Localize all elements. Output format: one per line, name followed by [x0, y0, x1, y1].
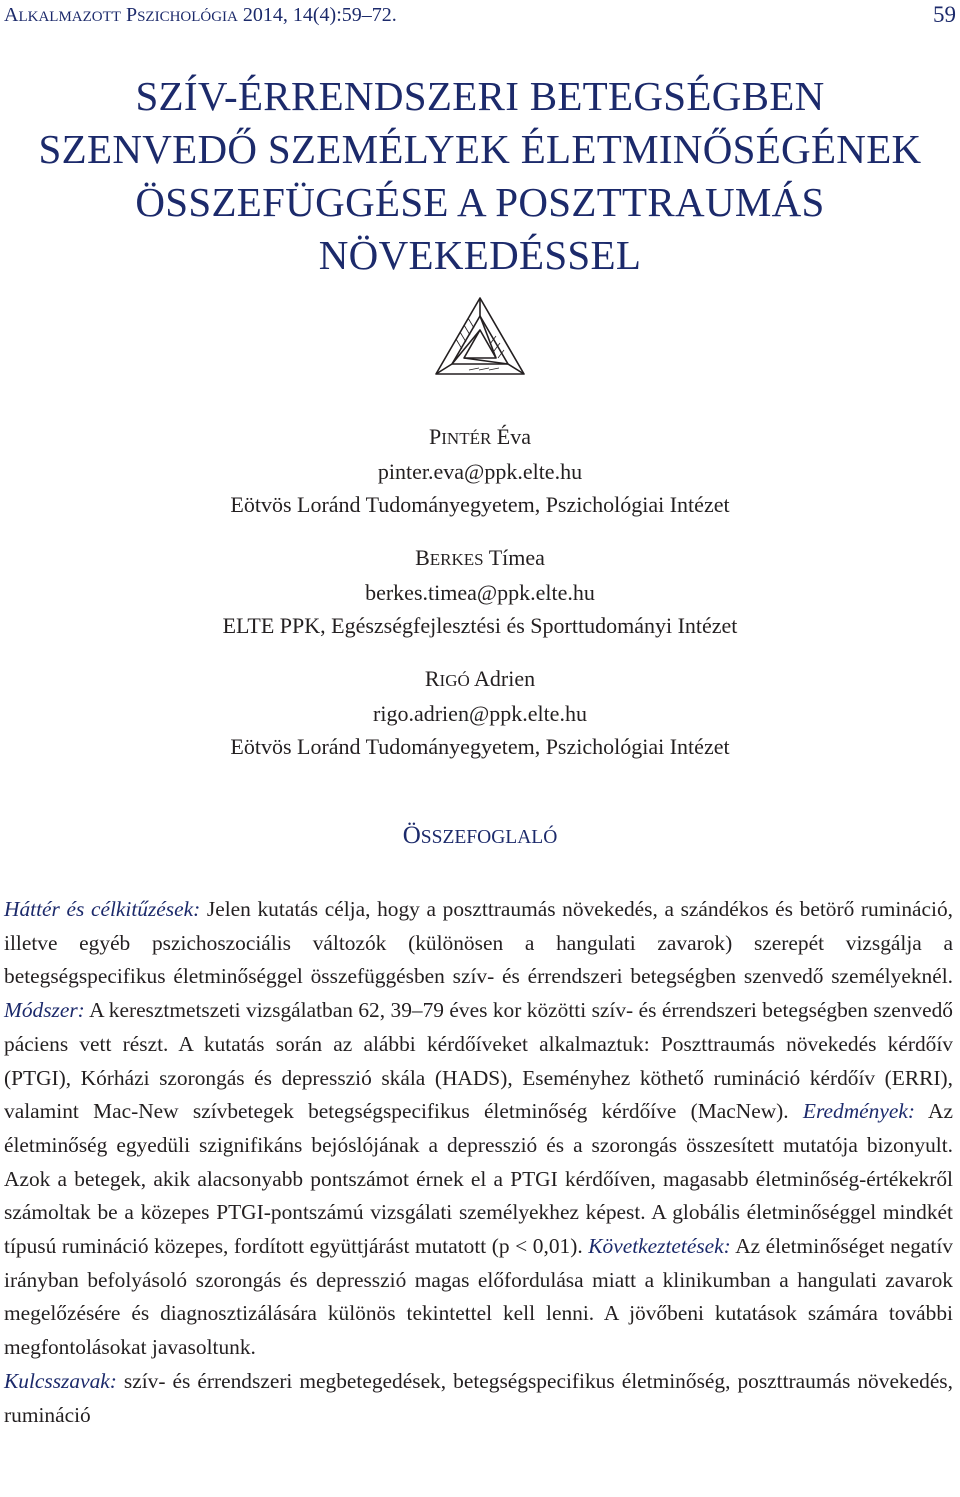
abstract-heading-initial: Ö: [402, 822, 421, 849]
title-line: ÖSSZEFÜGGÉSE A POSZTTRAUMÁS: [135, 179, 825, 225]
page-number: 59: [933, 2, 956, 27]
method-label: Módszer:: [4, 998, 85, 1023]
author-affiliation: Eötvös Loránd Tudományegyetem, Pszichológiai Intézet: [230, 492, 730, 517]
title-line: SZÍV-ÉRRENDSZERI BETEGSÉGBEN: [135, 73, 825, 119]
abstract-heading-rest: SSZEFOGLALÓ: [420, 827, 558, 848]
journal-initial-p: P: [125, 4, 138, 26]
journal-citation: [4, 4, 397, 27]
background-label: Háttér és célkitűzések:: [4, 897, 201, 921]
author-list: [0, 420, 960, 763]
author-surname-rest: INTÉR: [441, 429, 492, 448]
journal-word-2: SZICHOLÓGIA: [137, 9, 238, 25]
logo-graphic: [434, 296, 526, 378]
author-given-name: Adrien: [474, 666, 536, 691]
abstract-paragraph: [4, 893, 953, 1365]
journal-issue: 2014, 14(4):59–72.: [242, 4, 397, 26]
article-title: [0, 70, 960, 282]
background-text: Jelen kutatás célja, hogy a poszttraumás növekedés, a szándékos és betörő rumináció, illetve egyéb pszichoszociális változók (különösen a hangulati zavarok) szerepét vizsgálja a betegségspecifikus életminőséggel összefüggésben szív- és érrendszeri betegségben szenvedő személyeknél.: [4, 897, 953, 989]
method-text: A keresztmetszeti vizsgálatban 62, 39–79 éves kor közötti szív- és érrendszeri betegségben szenvedő páciens vett részt. A kutatás során az alábbi kérdőíveket alkalmaztuk: Poszttraumás növekedés kérdőív (PTGI), Kórházi szorongás és depresszió skála (HADS), Eseményhez köthető rumináció kérdőív (ERRI), valamint Mac-New szívbetegek betegségspecifikus életminőség kérdőíve (MacNew).: [4, 998, 953, 1124]
author-name: [0, 662, 960, 697]
results-text: Az életminőség egyedüli szignifikáns bejóslójának a depresszió és a szorongás összesített mutatója bizonyult. Azok a betegek, akik alacsonyabb pontszámot érnek el a PTGI kérdőíven, magasabb életminőség-értékekről számoltak be a közepes PTGI-pontszámú vizsgálati személyekhez képest. A globális életminőséggel mindkét típusú rumináció közepes, fordított együttjárást mutatott (p < 0,01).: [4, 1099, 953, 1259]
journal-initial-a: A: [4, 4, 19, 26]
abstract-heading: [0, 822, 960, 850]
impossible-triangle-logo-icon: [434, 296, 526, 378]
journal-word-1: LKALMAZOTT: [18, 9, 121, 25]
keywords-label: Kulcsszavak:: [4, 1368, 117, 1393]
author-surname-rest: IGÓ: [439, 671, 470, 690]
results-label: Eredmények:: [802, 1099, 915, 1124]
conclusions-label: Következtetések:: [588, 1234, 731, 1259]
author-block: [0, 420, 960, 521]
keywords-text: szív- és érrendszeri megbetegedések, betegségspecifikus életminőség, poszttraumás növekedés, rumináció: [4, 1368, 953, 1427]
author-name: [0, 541, 960, 576]
author-given-name: Éva: [496, 424, 531, 449]
running-header: [4, 2, 956, 30]
author-name: [0, 420, 960, 455]
author-block: [0, 662, 960, 763]
title-line: SZENVEDŐ SZEMÉLYEK ÉLETMINŐSÉGÉNEK: [38, 126, 922, 172]
author-surname-initial: B: [415, 545, 430, 570]
author-affiliation: ELTE PPK, Egészségfejlesztési és Sporttudományi Intézet: [222, 613, 738, 638]
author-email[interactable]: pinter.eva@ppk.elte.hu: [377, 459, 583, 484]
author-email[interactable]: berkes.timea@ppk.elte.hu: [365, 580, 595, 605]
abstract-body: [4, 893, 953, 1432]
title-line: NÖVEKEDÉSSEL: [318, 232, 642, 278]
author-given-name: Tímea: [488, 545, 545, 570]
author-surname-rest: ERKES: [429, 550, 484, 569]
conclusions-text: Az életminőséget negatív irányban befolyásoló szorongás és depresszió magas előfordulása miatt a klinikumban a hangulati zavarok megelőzésére és diagnosztizálására különös tekintettel kell lenni. A jövőbeni kutatások számára további megfontolásokat javasoltunk.: [4, 1234, 954, 1360]
keywords-paragraph: [4, 1365, 953, 1432]
author-block: [0, 541, 960, 642]
author-surname-initial: R: [424, 666, 440, 691]
author-surname-initial: P: [429, 424, 442, 449]
author-affiliation: Eötvös Loránd Tudományegyetem, Pszichológiai Intézet: [230, 734, 730, 759]
author-email[interactable]: rigo.adrien@ppk.elte.hu: [373, 701, 587, 726]
